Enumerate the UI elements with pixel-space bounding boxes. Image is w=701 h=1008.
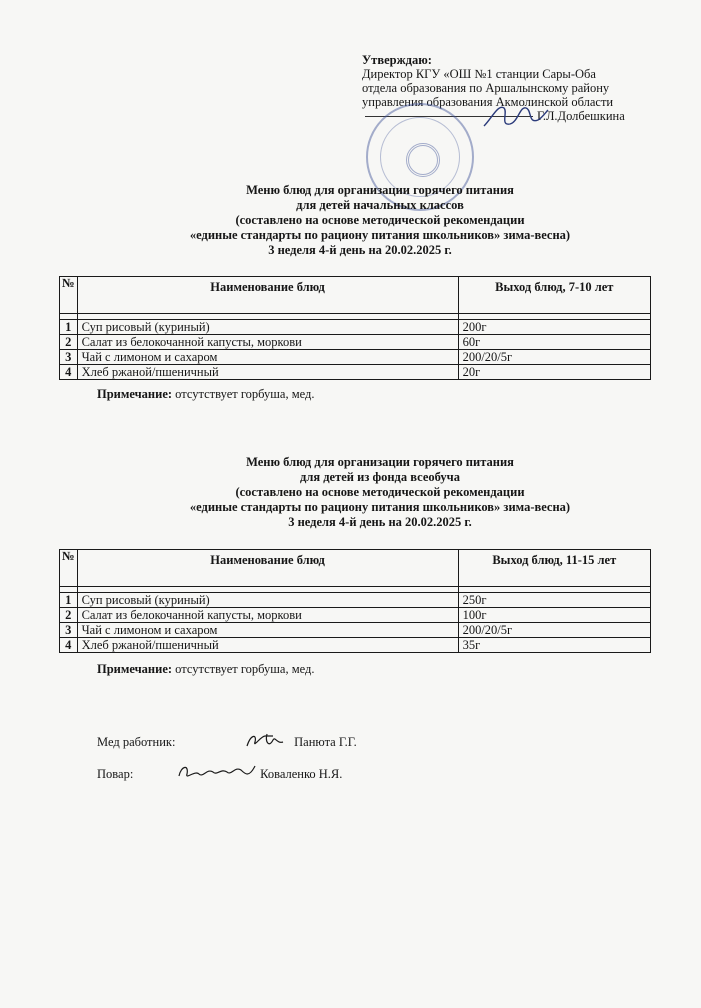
menu-title-line: (составлено на основе методической рекомендации bbox=[235, 485, 525, 499]
approval-line-1: Директор КГУ «ОШ №1 станции Сары-Оба bbox=[362, 67, 596, 81]
row-number: 2 bbox=[60, 608, 78, 623]
approval-line-3: управления образования Акмолинской области bbox=[362, 95, 614, 109]
table-row bbox=[60, 320, 651, 335]
approver-handwritten-signature bbox=[480, 96, 550, 136]
table-row bbox=[60, 350, 651, 365]
approval-line-2: отдела образования по Аршалынскому району bbox=[362, 81, 610, 95]
row-number: 4 bbox=[60, 638, 78, 653]
row-dish-name: Салат из белокочанной капусты, моркови bbox=[77, 608, 458, 623]
header-dish-name: Наименование блюд bbox=[77, 277, 458, 314]
menu-note-primary bbox=[97, 387, 314, 402]
medic-signature-row bbox=[97, 730, 357, 752]
header-number: № bbox=[60, 277, 78, 314]
cook-role-label: Повар: bbox=[97, 767, 134, 781]
row-number: 3 bbox=[60, 623, 78, 638]
menu-date-line: 3 неделя 4-й день на 20.02.2025 г. bbox=[268, 243, 452, 257]
menu-title-primary bbox=[60, 183, 700, 258]
row-dish-name: Салат из белокочанной капусты, моркови bbox=[77, 335, 458, 350]
note-label: Примечание: bbox=[97, 662, 173, 676]
menu-title-line: Меню блюд для организации горячего питания bbox=[246, 183, 514, 197]
cook-signature-row bbox=[97, 762, 342, 784]
table-row bbox=[60, 365, 651, 380]
row-output: 100г bbox=[458, 608, 650, 623]
row-output: 200/20/5г bbox=[458, 623, 650, 638]
table-row bbox=[60, 593, 651, 608]
menu-title-line: для детей начальных классов bbox=[296, 198, 464, 212]
menu-title-line: «единые стандарты по рациону питания школьников» зима-весна) bbox=[189, 500, 571, 514]
note-text: отсутствует горбуша, мед. bbox=[172, 662, 315, 676]
menu-title-secondary bbox=[60, 455, 700, 530]
row-number: 1 bbox=[60, 593, 78, 608]
menu-table-secondary bbox=[59, 549, 651, 653]
row-output: 60г bbox=[458, 335, 650, 350]
cook-handwritten-signature bbox=[175, 762, 257, 784]
row-dish-name: Чай с лимоном и сахаром bbox=[77, 623, 458, 638]
menu-title-line: «единые стандарты по рациону питания школьников» зима-весна) bbox=[189, 228, 571, 242]
medic-handwritten-signature bbox=[243, 730, 291, 752]
menu-title-line: (составлено на основе методической рекомендации bbox=[235, 213, 525, 227]
table-row bbox=[60, 608, 651, 623]
row-number: 3 bbox=[60, 350, 78, 365]
note-text: отсутствует горбуша, мед. bbox=[172, 387, 315, 401]
header-output: Выход блюд, 7-10 лет bbox=[458, 277, 650, 314]
row-number: 1 bbox=[60, 320, 78, 335]
header-number: № bbox=[60, 550, 78, 587]
medic-role-label: Мед работник: bbox=[97, 735, 176, 749]
row-dish-name: Хлеб ржаной/пшеничный bbox=[77, 365, 458, 380]
row-output: 20г bbox=[458, 365, 650, 380]
row-dish-name: Суп рисовый (куриный) bbox=[77, 593, 458, 608]
approval-signatory: Г.Л.Долбешкина bbox=[537, 109, 625, 123]
approval-heading: Утверждаю: bbox=[362, 53, 432, 67]
row-output: 200г bbox=[458, 320, 650, 335]
row-dish-name: Хлеб ржаной/пшеничный bbox=[77, 638, 458, 653]
table-row bbox=[60, 638, 651, 653]
menu-title-line: для детей из фонда всеобуча bbox=[300, 470, 460, 484]
row-number: 2 bbox=[60, 335, 78, 350]
table-header-row bbox=[60, 550, 651, 587]
row-dish-name: Чай с лимоном и сахаром bbox=[77, 350, 458, 365]
menu-table-primary bbox=[59, 276, 651, 380]
row-output: 250г bbox=[458, 593, 650, 608]
row-dish-name: Суп рисовый (куриный) bbox=[77, 320, 458, 335]
menu-title-line: Меню блюд для организации горячего питания bbox=[246, 455, 514, 469]
menu-note-secondary bbox=[97, 662, 314, 677]
note-label: Примечание: bbox=[97, 387, 173, 401]
table-row bbox=[60, 623, 651, 638]
table-row bbox=[60, 335, 651, 350]
row-output: 200/20/5г bbox=[458, 350, 650, 365]
header-output: Выход блюд, 11-15 лет bbox=[458, 550, 650, 587]
row-number: 4 bbox=[60, 365, 78, 380]
table-header-row bbox=[60, 277, 651, 314]
medic-name: Панюта Г.Г. bbox=[294, 735, 357, 749]
row-output: 35г bbox=[458, 638, 650, 653]
menu-date-line: 3 неделя 4-й день на 20.02.2025 г. bbox=[288, 515, 472, 529]
header-dish-name: Наименование блюд bbox=[77, 550, 458, 587]
cook-name: Коваленко Н.Я. bbox=[260, 767, 343, 781]
